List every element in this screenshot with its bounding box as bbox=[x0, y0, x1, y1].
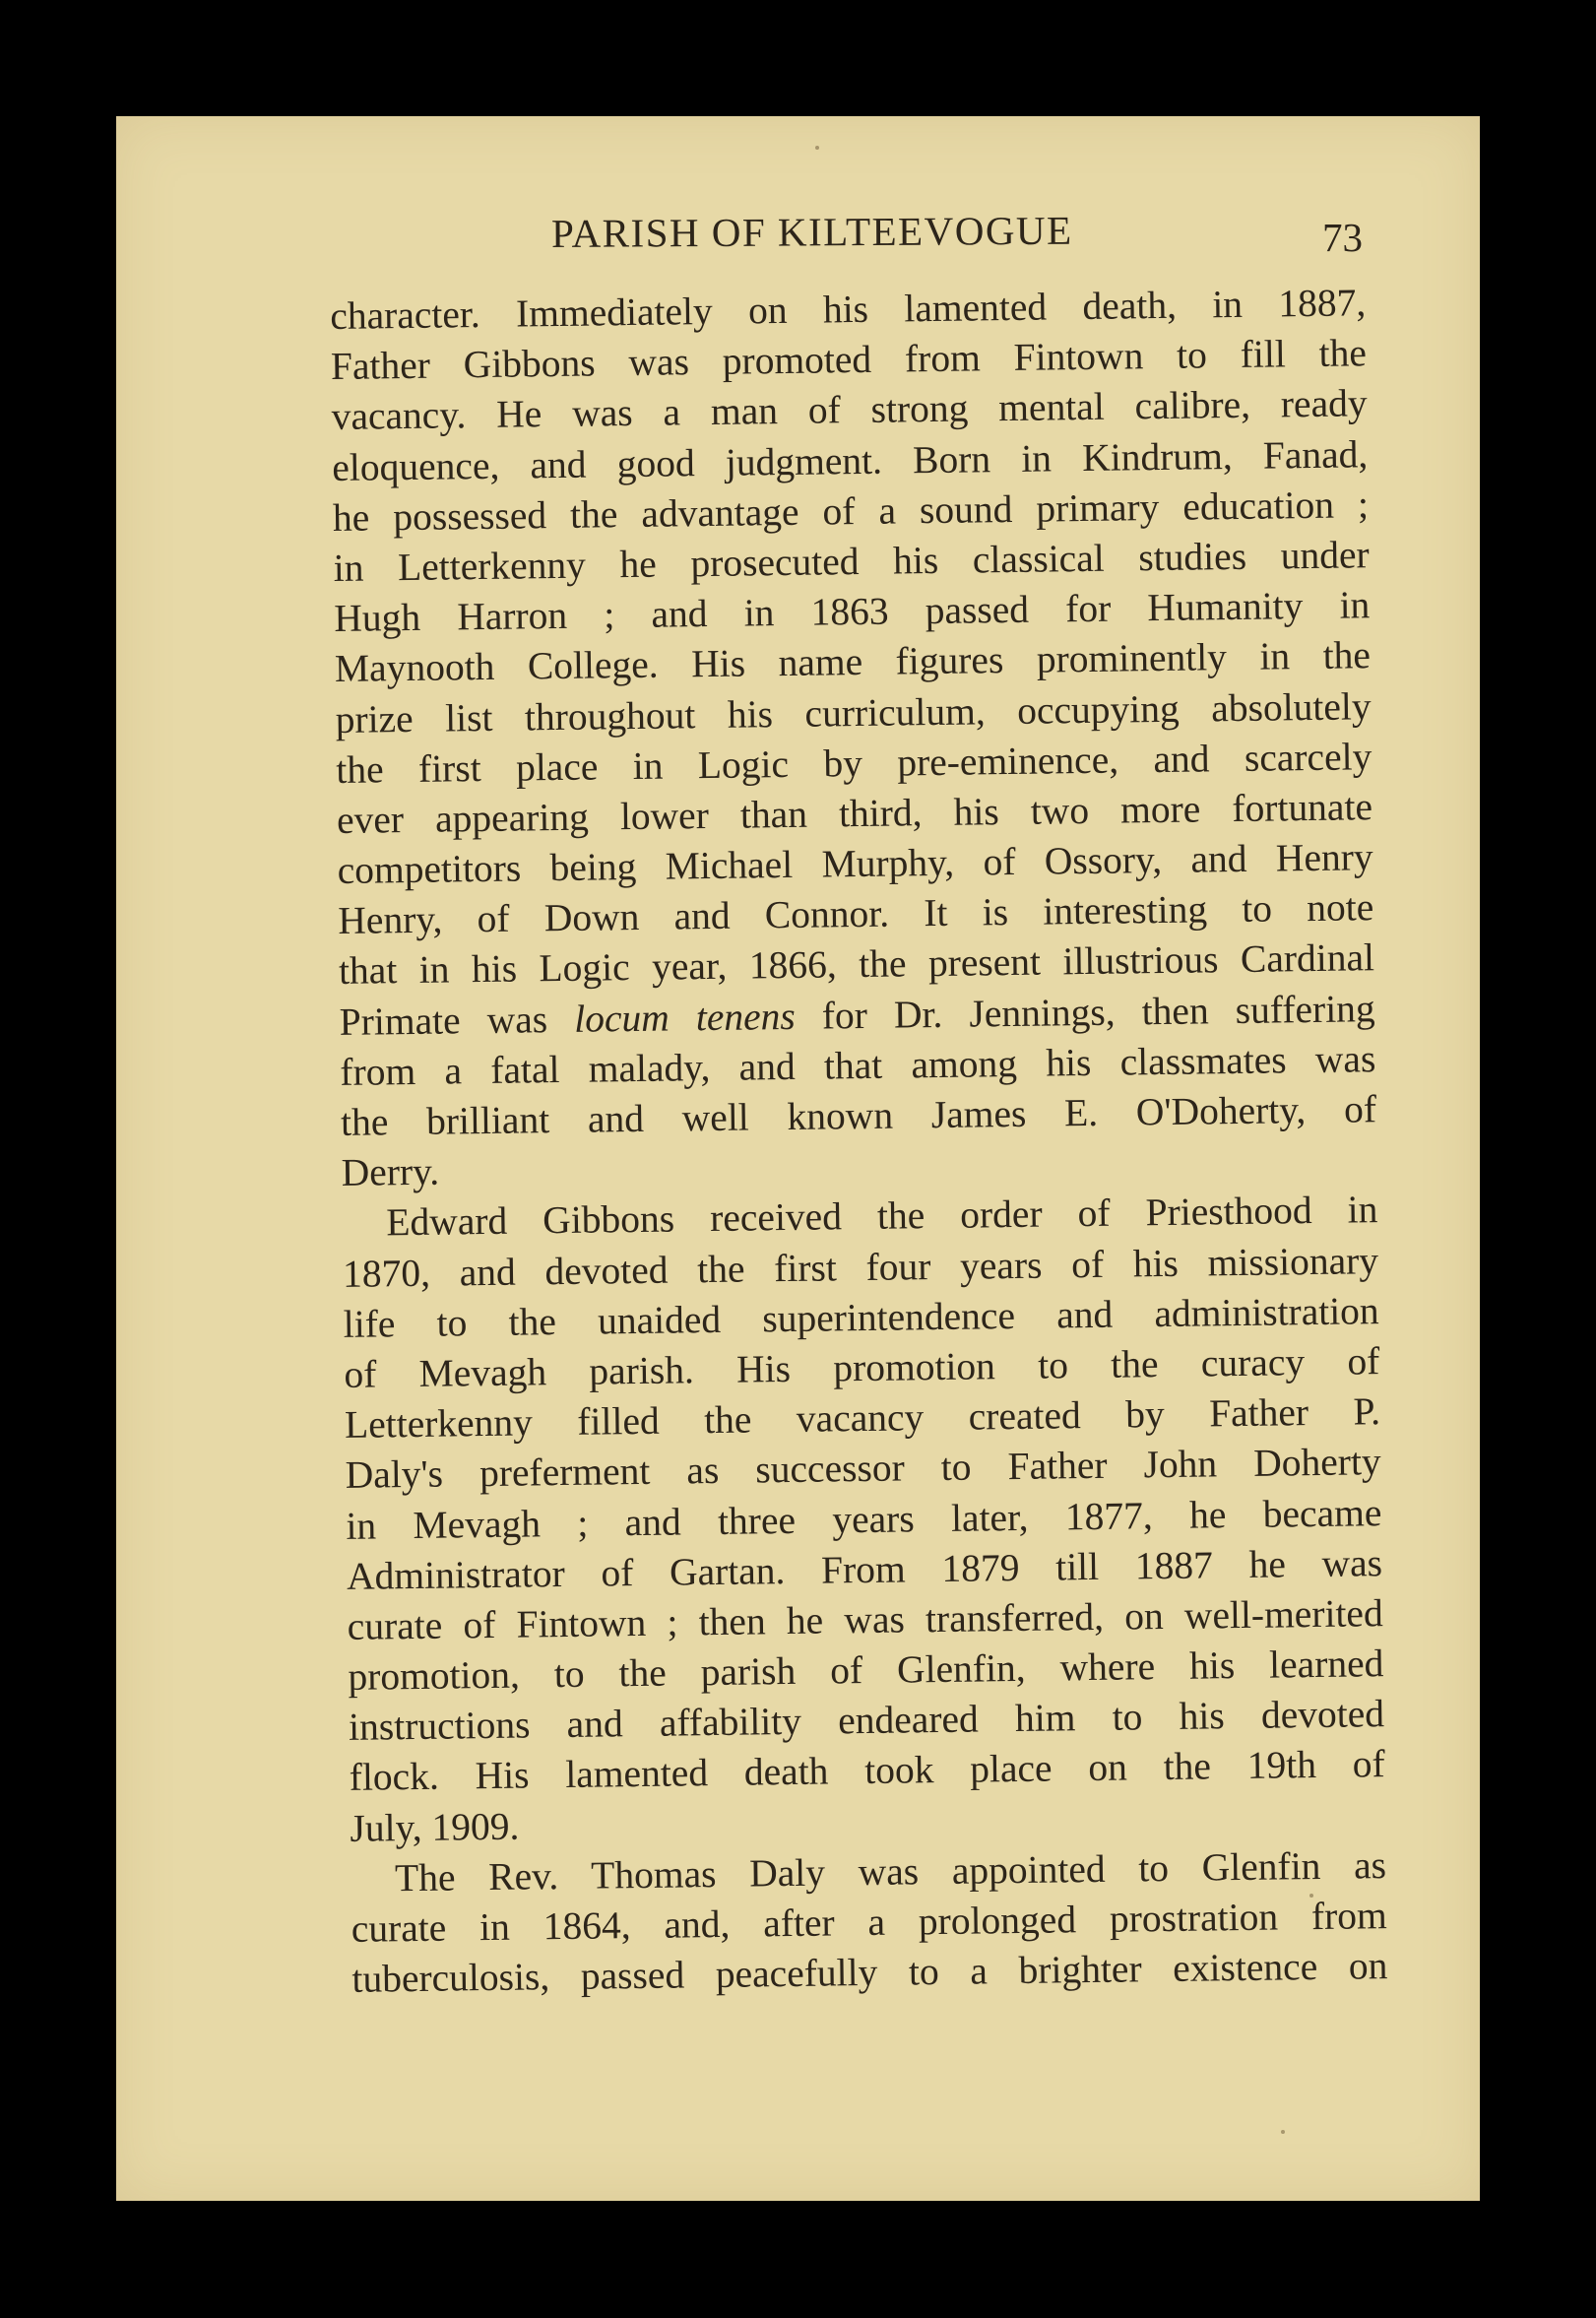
text-line: 1870, and devoted the first four years of his missionary bbox=[342, 1238, 1379, 1296]
page-header bbox=[433, 207, 1363, 279]
text-line: Daly's preferment as successor to Father John Doherty bbox=[345, 1440, 1381, 1498]
text-line: Henry, of Down and Connor. It is interesting to note bbox=[338, 885, 1374, 943]
paper-speck bbox=[1309, 1894, 1313, 1898]
text-line: promotion, to the parish of Glenfin, where his learned bbox=[348, 1642, 1384, 1699]
text-line: prize list throughout his curriculum, occupying absolutely bbox=[335, 683, 1372, 741]
text-line: instructions and affability endeared him to his devoted bbox=[348, 1692, 1385, 1750]
text-line: vacancy. He was a man of strong mental calibre, ready bbox=[331, 381, 1368, 439]
text-line: flock. His lamented death took place on the 19th of bbox=[349, 1742, 1385, 1800]
text-line: character. Immediately on his lamented death, in 1887, bbox=[330, 281, 1367, 338]
text-line: July, 1909. bbox=[350, 1804, 520, 1850]
text-line: curate in 1864, and, after a prolonged prostration from bbox=[351, 1894, 1387, 1951]
text-line: from a fatal malady, and that among his classmates was bbox=[340, 1036, 1376, 1094]
body-text bbox=[330, 278, 1388, 2005]
text-line: of Mevagh parish. His promotion to the curacy of bbox=[344, 1339, 1380, 1396]
page-number: 73 bbox=[1322, 215, 1363, 260]
text-line: Father Gibbons was promoted from Fintown to fill the bbox=[330, 331, 1368, 389]
text-line: Administrator of Gartan. From 1879 till 1887 he was bbox=[346, 1540, 1383, 1598]
text-line: he possessed the advantage of a sound primary education ; bbox=[332, 482, 1370, 540]
text-line: in Letterkenny he prosecuted his classical studies under bbox=[333, 533, 1370, 590]
paper-speck bbox=[815, 146, 819, 150]
text-line: that in his Logic year, 1866, the present illustrious Cardinal bbox=[338, 935, 1375, 994]
running-title: PARISH OF KILTEEVOGUE bbox=[550, 207, 1073, 256]
text-line: Derry. bbox=[341, 1149, 440, 1195]
text-line: Maynooth College. His name figures prominently in the bbox=[334, 633, 1372, 691]
text-fragment: for Dr. Jennings, then suffering bbox=[821, 986, 1375, 1038]
text-line: in Mevagh ; and three years later, 1877, he became bbox=[346, 1490, 1382, 1548]
text-line: the first place in Logic by pre-eminence, and scarcely bbox=[336, 734, 1373, 792]
text-line: life to the unaided superintendence and administration bbox=[343, 1288, 1379, 1346]
book-page bbox=[116, 116, 1480, 2201]
text-line: Letterkenny filled the vacancy created by Father P. bbox=[344, 1389, 1381, 1448]
text-line: ever appearing lower than third, his two more fortunate bbox=[336, 785, 1373, 842]
text-fragment: Primate was bbox=[339, 997, 548, 1044]
text-line: eloquence, and good judgment. Born in Kindrum, Fanad, bbox=[332, 431, 1369, 489]
text-line: Hugh Harron ; and in 1863 passed for Humanity in bbox=[334, 583, 1371, 641]
text-line: tuberculosis, passed peacefully to a brighter existence on bbox=[351, 1944, 1388, 2002]
paper-speck bbox=[1281, 2130, 1285, 2134]
paragraph-first-line: Edward Gibbons received the order of Priesthood in bbox=[386, 1188, 1378, 1245]
italic-phrase: locum tenens bbox=[573, 994, 797, 1041]
text-line: curate of Fintown ; then he was transferred, on well-merited bbox=[347, 1590, 1383, 1648]
text-line: competitors being Michael Murphy, of Ossory, and Henry bbox=[337, 835, 1373, 893]
paragraph-first-line: The Rev. Thomas Daly was appointed to Glenfin as bbox=[394, 1842, 1387, 1900]
text-line: the brilliant and well known James E. O'Doherty, of bbox=[340, 1087, 1377, 1144]
